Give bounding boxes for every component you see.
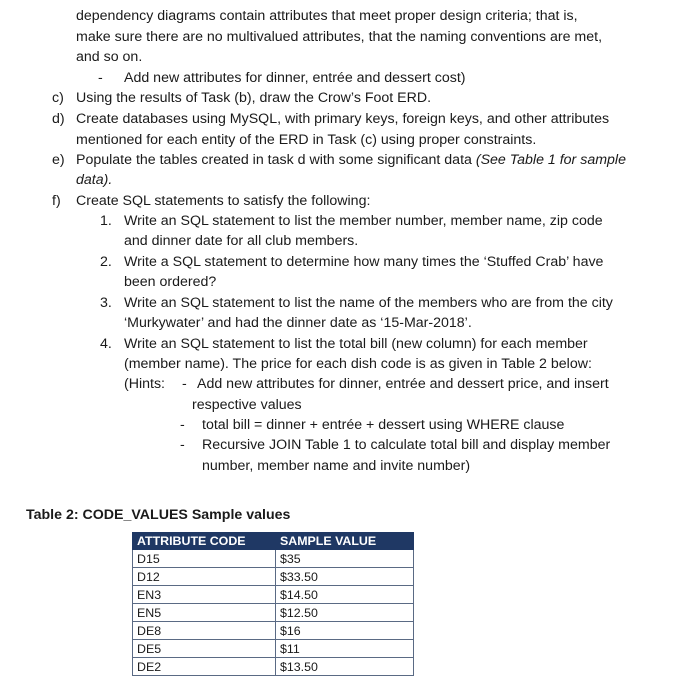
intro-line-2: make sure there are no multivalued attributes, that the naming conventions are met, [76,29,603,45]
hint-1-line-2: respective values [192,397,302,413]
hint-3-line-2: number, member name and invite number) [202,458,471,474]
sql-3-line-1: Write an SQL statement to list the name of the members who are from the city [124,295,613,311]
cell-sample-value: $14.50 [276,586,414,604]
cell-attribute-code: EN3 [133,586,276,604]
intro-line-1: dependency diagrams contain attributes that meet proper design criteria; that is, [76,8,578,24]
sql-4-number: 4. [100,336,112,352]
code-values-table [132,532,414,676]
sql-4-line-2: (member name). The price for each dish code is as given in Table 2 below: [124,356,592,372]
hint-2-dash: - [180,417,185,433]
cell-attribute-code: DE5 [133,640,276,658]
intro-line-3: and so on. [76,49,143,65]
cell-attribute-code: EN5 [133,604,276,622]
sql-1-number: 1. [100,213,112,229]
item-f-text: Create SQL statements to satisfy the following: [76,193,371,209]
sql-3-number: 3. [100,295,112,311]
cell-sample-value: $13.50 [276,658,414,676]
table-header-row [133,533,414,550]
item-e-line-1 [76,150,626,170]
cell-sample-value: $11 [276,640,414,658]
hint-1-dash: - [182,376,187,392]
hint-2-text: total bill = dinner + entrée + dessert using WHERE clause [202,417,565,433]
sql-1-line-2: and dinner date for all club members. [124,233,359,249]
table-row [133,586,414,604]
item-d-line-1: Create databases using MySQL, with primary keys, foreign keys, and other attributes [76,111,610,127]
sql-2-line-2: been ordered? [124,274,217,290]
table-row [133,604,414,622]
table-row [133,550,414,568]
item-c-text: Using the results of Task (b), draw the Crow’s Foot ERD. [76,90,432,106]
cell-sample-value: $35 [276,550,414,568]
item-e-line-2: data). [76,172,113,188]
header-sample-value: SAMPLE VALUE [276,533,414,550]
hint-3-line-1: Recursive JOIN Table 1 to calculate total bill and display member [202,437,611,453]
sql-4-hints-label: (Hints: [124,376,165,392]
item-e-label: e) [52,152,65,168]
hint-3-dash: - [180,437,185,453]
sql-2-number: 2. [100,254,112,270]
cell-sample-value: $16 [276,622,414,640]
item-f-label: f) [52,193,61,209]
table-row [133,568,414,586]
table-row [133,640,414,658]
sql-2-line-1: Write a SQL statement to determine how many times the ‘Stuffed Crab’ have [124,254,604,270]
cell-attribute-code: D12 [133,568,276,586]
table-row [133,622,414,640]
cell-attribute-code: DE8 [133,622,276,640]
sql-3-line-2: ‘Murkywater’ and had the dinner date as ‘15-Mar-2018’. [124,315,472,331]
item-e-line-1-italic: (See Table 1 for sample [475,152,626,168]
sql-1-line-1: Write an SQL statement to list the member number, member name, zip code [124,213,603,229]
cell-attribute-code: D15 [133,550,276,568]
table-caption: Table 2: CODE_VALUES Sample values [26,507,291,523]
sql-4-line-1: Write an SQL statement to list the total bill (new column) for each member [124,336,588,352]
item-d-label: d) [52,111,65,127]
item-e-line-1-plain: Populate the tables created in task d with some significant data [76,152,476,168]
table-row [133,658,414,676]
hint-1-line-1: Add new attributes for dinner, entrée and dessert price, and insert [197,376,609,392]
cell-attribute-code: DE2 [133,658,276,676]
header-attribute-code: ATTRIBUTE CODE [133,533,276,550]
item-d-line-2: mentioned for each entity of the ERD in Task (c) using proper constraints. [76,132,537,148]
intro-bullet: - [98,70,103,86]
cell-sample-value: $12.50 [276,604,414,622]
cell-sample-value: $33.50 [276,568,414,586]
item-c-label: c) [52,90,64,106]
intro-bullet-text: Add new attributes for dinner, entrée and dessert cost) [124,70,466,86]
